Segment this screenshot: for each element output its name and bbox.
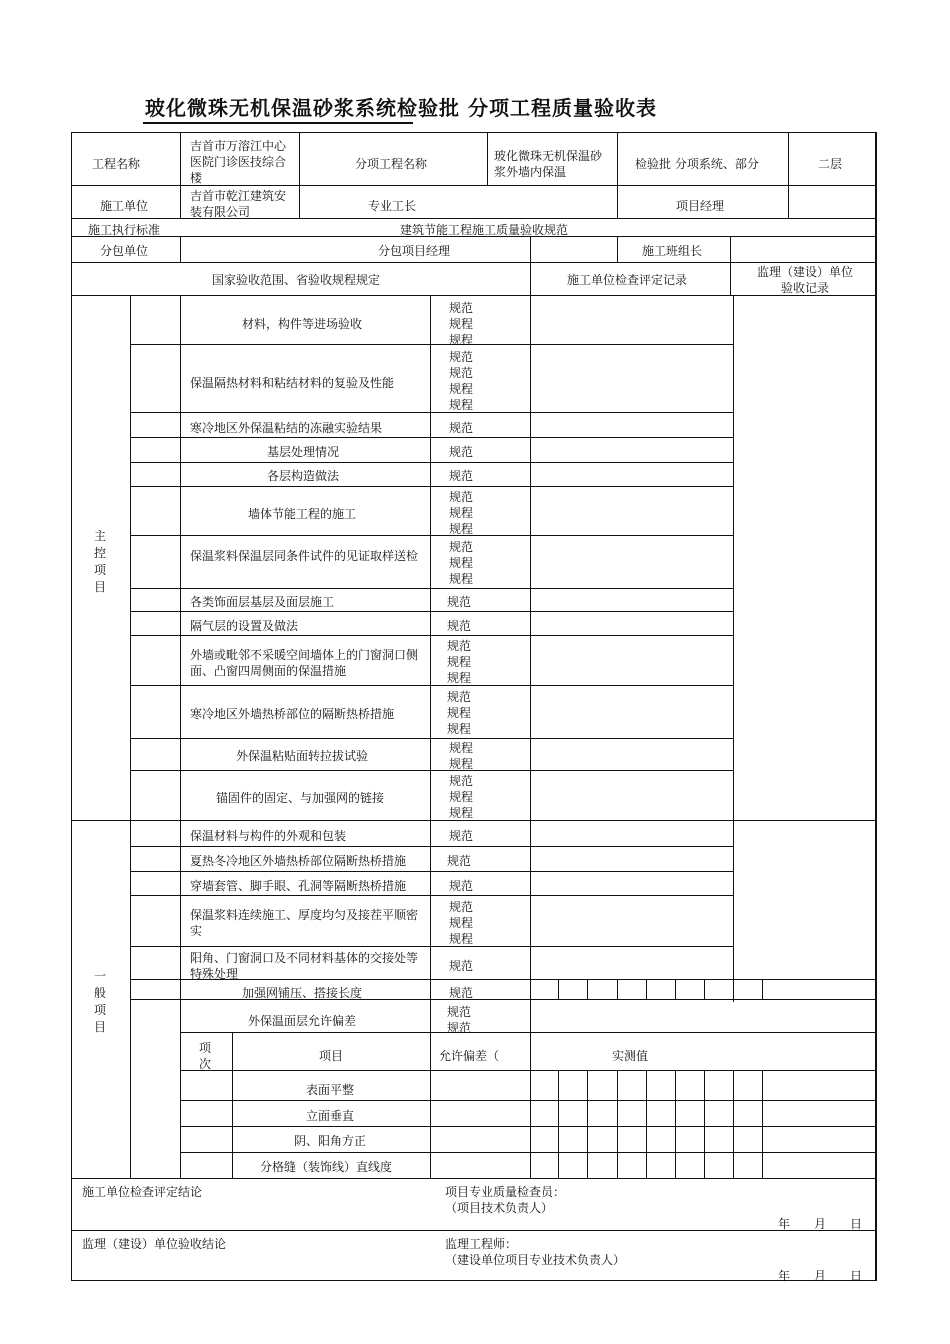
standard-value: 建筑节能工程施工质量验收规范: [400, 223, 569, 237]
general-ref-1: 规范: [449, 829, 474, 843]
supervisor-conclusion-label: 监理（建设）单位验收结论: [82, 1237, 227, 1251]
inspector-sub: （项目技术负责人）: [445, 1201, 554, 1215]
engineer-label: 监理工程师：: [445, 1237, 518, 1251]
main-ref-1: 规范 规程 规程: [449, 301, 474, 347]
general-item-2: 夏热冬冷地区外墙热桥部位隔断热桥措施: [190, 854, 407, 868]
inspector-label: 项目专业质量检查员：: [445, 1185, 566, 1199]
main-item-7: 保温浆料保温层同条件试件的见证取样送检: [190, 549, 419, 563]
foreman-label: 专业工长: [368, 199, 417, 213]
col-national-spec: 国家验收范围、省验收规程规定: [212, 273, 381, 287]
deviation-row-4: 分格缝（装饰线）直线度: [260, 1160, 393, 1174]
main-ref-9: 规范: [447, 619, 472, 633]
sub-pm-label: 分包项目经理: [378, 244, 451, 258]
main-item-13: 锚固件的固定、与加强网的链接: [216, 791, 385, 805]
main-item-8: 各类饰面层基层及面层施工: [190, 595, 335, 609]
inspection-batch-label: 检验批 分项系统、部分: [635, 157, 759, 171]
inspection-batch-value[interactable]: 二层: [818, 157, 843, 171]
general-item-3: 穿墙套管、脚手眼、孔洞等隔断热桥措施: [190, 879, 407, 893]
date-1: 年 月 日: [778, 1217, 863, 1231]
main-ref-10: 规范 规程 规程: [447, 639, 472, 685]
col-supervisor: 监理（建设）单位验收记录: [756, 265, 853, 295]
general-item-6: 加强网铺压、搭接长度: [242, 986, 363, 1000]
deviation-measured-header: 实测值: [612, 1049, 649, 1063]
main-item-4: 基层处理情况: [267, 445, 340, 459]
main-ref-5: 规范: [449, 469, 474, 483]
deviation-row-2: 立面垂直: [306, 1109, 355, 1123]
deviation-row-3: 阴、阳角方正: [294, 1134, 367, 1148]
date-2: 年 月 日: [778, 1269, 863, 1283]
general-ref-7: 规范 规范: [447, 1005, 472, 1035]
main-item-3: 寒冷地区外保温粘结的冻融实验结果: [190, 421, 383, 435]
main-ref-6: 规范 规程 规程: [449, 490, 474, 536]
construction-unit-label: 施工单位: [100, 199, 149, 213]
main-item-12: 外保温粘贴面转拉拔试验: [236, 749, 369, 763]
main-ref-4: 规范: [449, 445, 474, 459]
subcontractor-label: 分包单位: [100, 244, 149, 258]
main-ref-8: 规范: [447, 595, 472, 609]
general-section-label: 一般项目: [94, 969, 107, 1034]
standard-label: 施工执行标准: [88, 223, 161, 237]
main-item-11: 寒冷地区外墙热桥部位的隔断热桥措施: [190, 707, 395, 721]
project-name-label: 工程名称: [92, 157, 141, 171]
main-item-1: 材料，构件等进场验收: [242, 317, 363, 331]
general-ref-5: 规范: [449, 959, 474, 973]
team-leader-label: 施工班组长: [642, 244, 703, 258]
sub-project-label: 分项工程名称: [355, 157, 428, 171]
deviation-allowed-header: 允许偏差（: [439, 1049, 500, 1063]
main-ref-11: 规范 规程 规程: [447, 690, 472, 736]
main-item-6: 墙体节能工程的施工: [248, 507, 357, 521]
engineer-sub: （建设单位项目专业技术负责人）: [445, 1253, 626, 1267]
main-ref-13: 规范 规程 规程: [449, 774, 474, 820]
construction-unit-value[interactable]: 吉首市乾江建筑安装有限公司: [190, 189, 287, 219]
general-ref-6: 规范: [449, 986, 474, 1000]
deviation-index-header: 项次: [199, 1041, 212, 1071]
project-manager-label: 项目经理: [676, 199, 725, 213]
general-item-1: 保温材料与构件的外观和包装: [190, 829, 347, 843]
general-item-5: 阳角、门窗洞口及不同材料基体的交接处等特殊处理: [190, 951, 419, 981]
page-title: 玻化微珠无机保温砂浆系统检验批 分项工程质量验收表: [145, 96, 657, 120]
general-ref-3: 规范: [449, 879, 474, 893]
main-item-5: 各层构造做法: [267, 469, 340, 483]
sub-project-value[interactable]: 玻化微珠无机保温砂浆外墙内保温: [494, 149, 603, 179]
general-ref-2: 规范: [447, 854, 472, 868]
main-ref-2: 规范 规范 规程 规程: [449, 350, 474, 412]
col-unit-check: 施工单位检查评定记录: [567, 273, 688, 287]
main-ref-12: 规程 规程: [449, 741, 474, 771]
main-ref-7: 规范 规程 规程: [449, 540, 474, 586]
main-item-10: 外墙或毗邻不采暖空间墙体上的门窗洞口侧面、凸窗四周侧面的保温措施: [190, 648, 419, 678]
project-name-value[interactable]: 吉首市万溶江中心医院门诊医技综合楼: [190, 139, 287, 185]
main-item-2: 保温隔热材料和粘结材料的复验及性能: [190, 376, 395, 390]
deviation-item-header: 项目: [319, 1049, 344, 1063]
main-item-9: 隔气层的设置及做法: [190, 619, 299, 633]
unit-conclusion-label: 施工单位检查评定结论: [82, 1185, 203, 1199]
general-item-7: 外保温面层允许偏差: [248, 1014, 357, 1028]
general-item-4: 保温浆料连续施工、厚度均匀及接茬平顺密实: [190, 908, 419, 938]
general-ref-4: 规范 规程 规程: [449, 900, 474, 946]
main-section-label: 主控项目: [94, 529, 107, 594]
deviation-row-1: 表面平整: [306, 1083, 355, 1097]
title-underline: [143, 122, 413, 124]
main-ref-3: 规范: [449, 421, 474, 435]
